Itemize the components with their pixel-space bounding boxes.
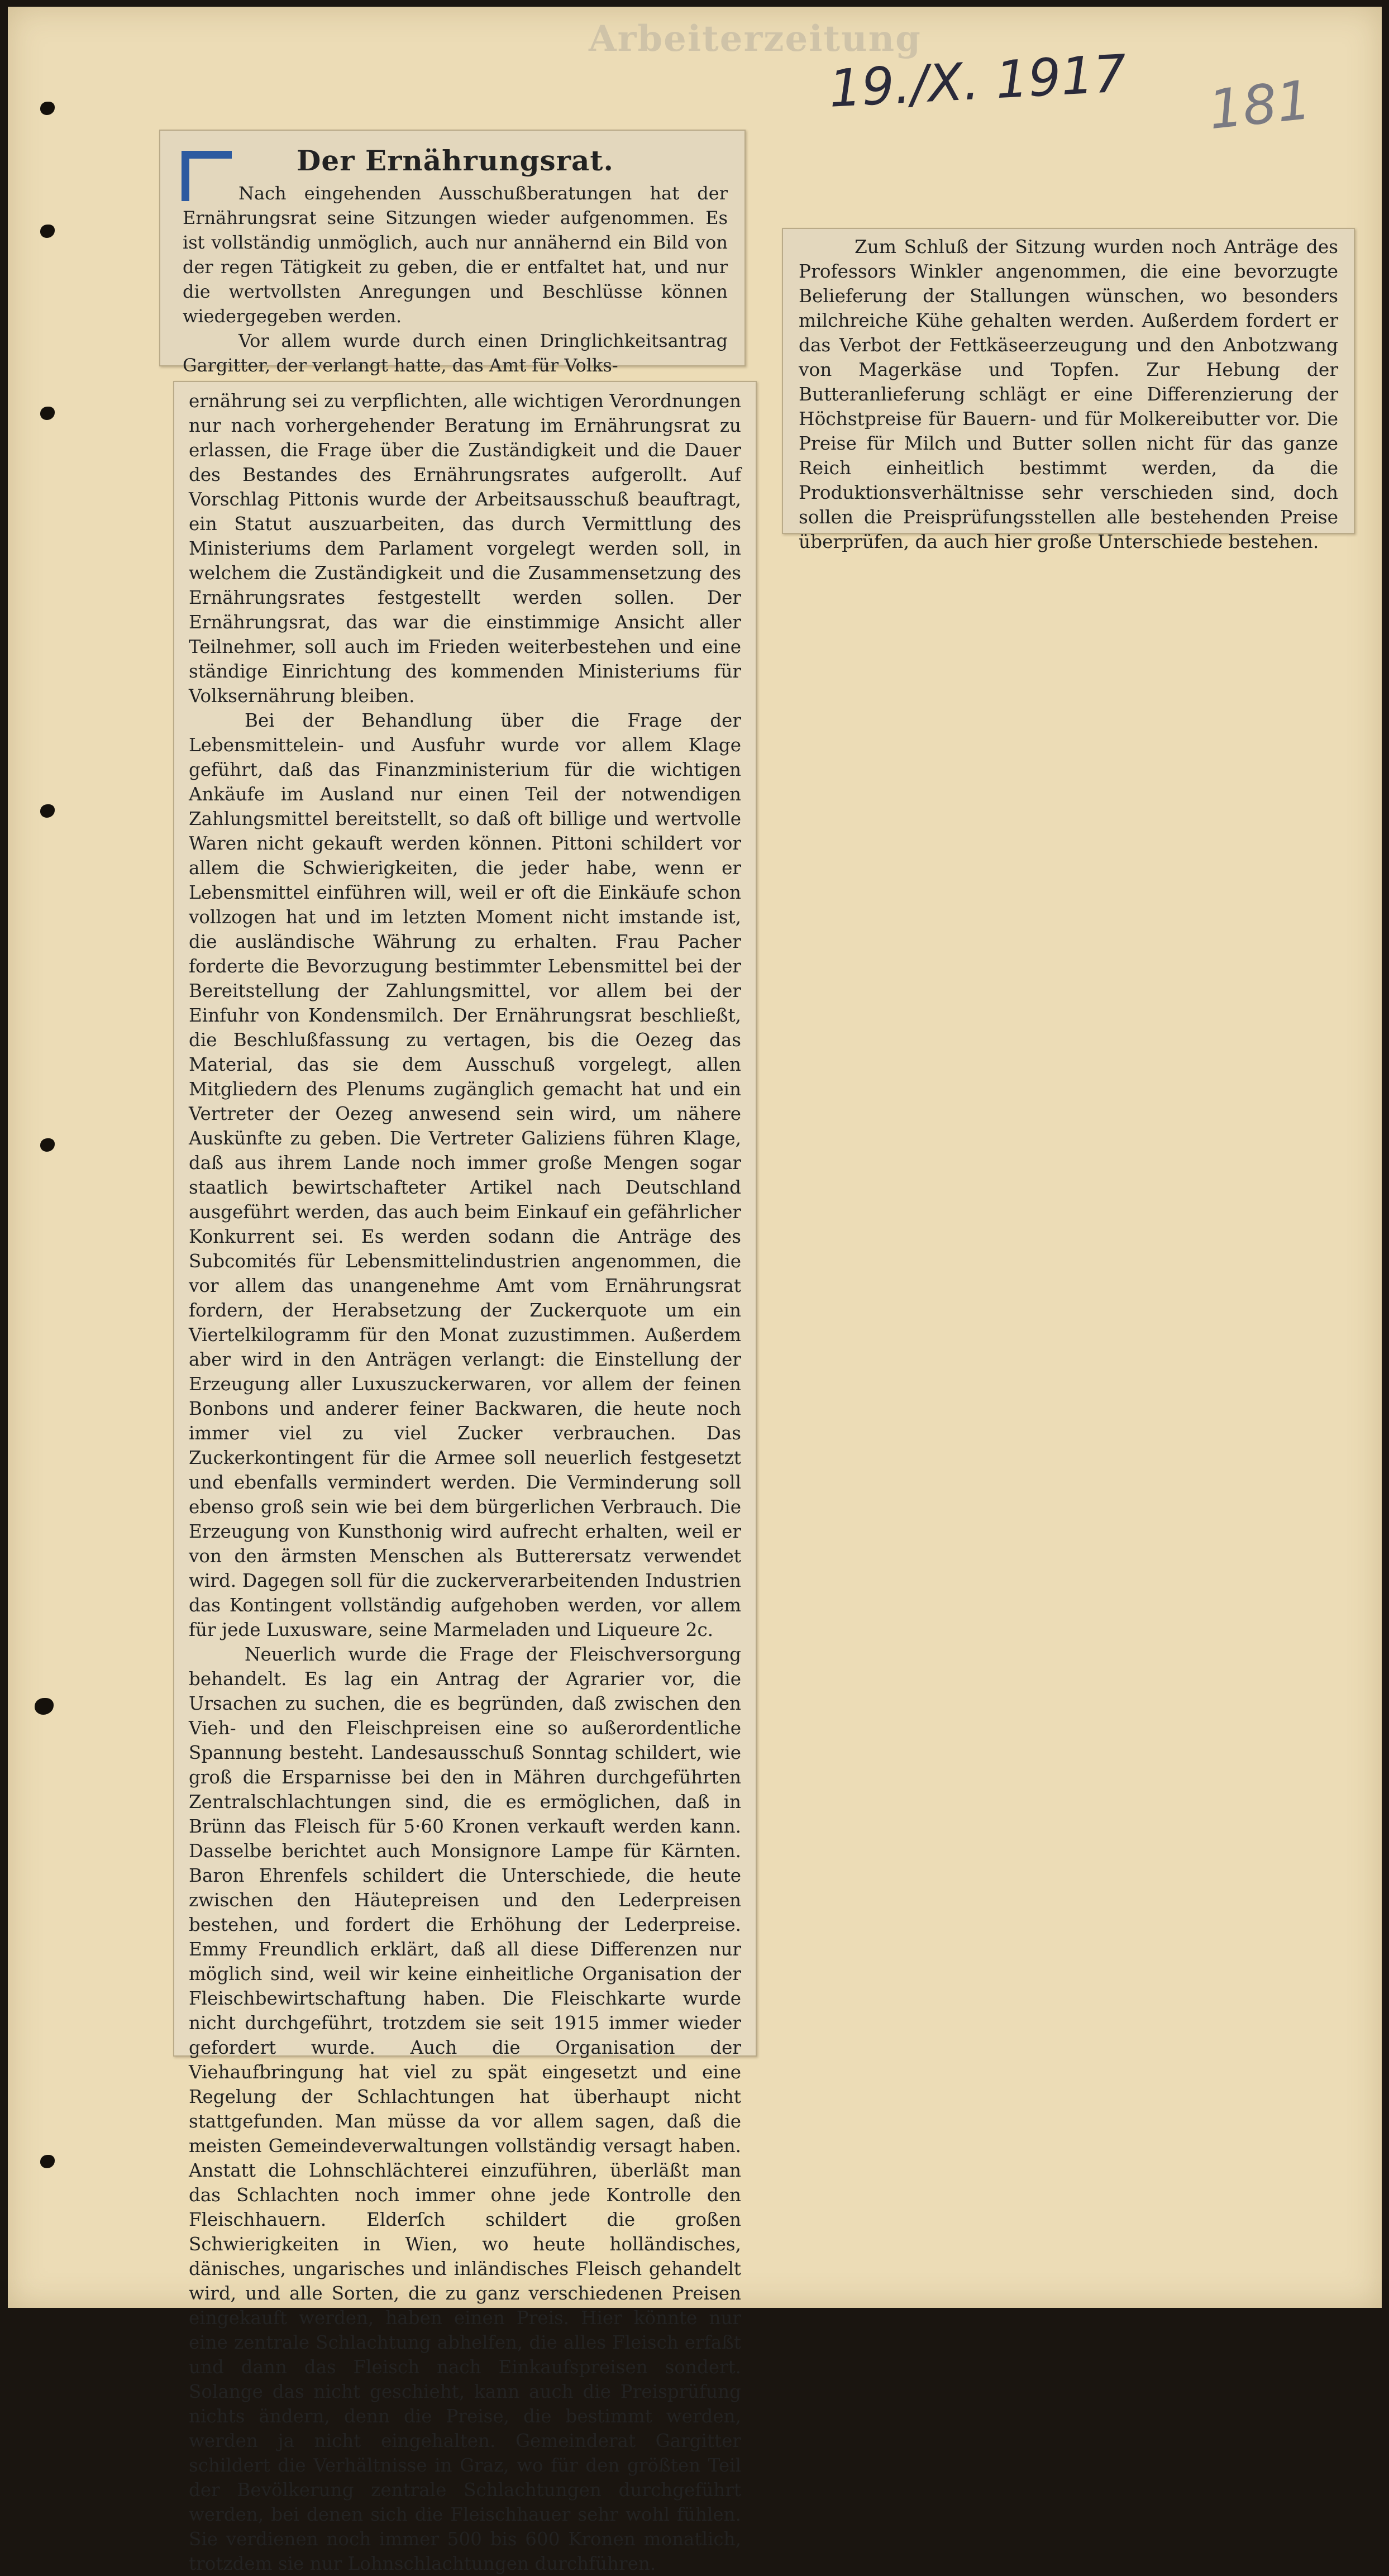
- article-clipping-head: [159, 130, 746, 376]
- article-paragraph: Vor allem wurde durch einen Dringlichkeitsantrag Gargitter, der verlangt hatte, das Amt für Volks-: [183, 330, 728, 376]
- article-paragraph: Nach eingehenden Ausschußberatungen hat der Ernährungsrat seine Sitzungen wieder aufgenommen. Es ist vollständig unmöglich, auch nur annähernd ein Bild von der regen Tätigkeit zu geben, die er entfaltet hat, und nur die wertvollsten Anregungen und Beschlüsse können wiedergegeben werden.: [183, 183, 728, 327]
- article-headline: Der Ernährungsrat.: [297, 144, 614, 177]
- article-paragraph: Zum Schluß der Sitzung wurden noch Anträge des Professors Winkler angenommen, die eine bevorzugte Belieferung der Stallungen wünschen, wo besonders milchreiche Kühe gehalten werden. Außerdem fordert er das Verbot der Fettkäseerzeugung und den Anbotzwang von Magerkäse und Topfen. Zur Hebung der Butteranlieferung schlägt er eine Differenzierung der Höchstpreise für Bauern- und für Molkereibutter vor. Die Preise für Milch und Butter sollen nicht für das ganze Reich einheitlich bestimmt werden, da die Produktionsverhältnisse sehr verschieden sind, doch sollen die Preisprüfungsstellen alle bestehenden Preise überprüfen, da auch hier große Unterschiede bestehen.: [799, 236, 1338, 552]
- blue-pencil-mark: [182, 151, 232, 159]
- handwritten-number: 181: [1205, 68, 1314, 142]
- handwritten-date: 19./X. 1917: [827, 44, 1128, 119]
- article-paragraph: Neuerlich wurde die Frage der Fleischversorgung behandelt. Es lag ein Antrag der Agrarier vor, die Ursachen zu suchen, die es begründen, daß zwischen den Vieh- und den Fleischpreisen eine so außerordentliche Spannung besteht. Landesausschuß Sonntag schildert, wie groß die Ersparnisse bei den in Mähren durchgeführten Zentralschlachtungen sind, die es ermöglichen, daß in Brünn das Fleisch für 5·60 Kronen verkauft werden kann. Dasselbe berichtet auch Monsignore Lampe für Kärnten. Baron Ehrenfels schildert die Unterschiede, die heute zwischen den Häutepreisen und den Lederpreisen bestehen, und fordert die Erhöhung der Lederpreise. Emmy Freundlich erklärt, daß all diese Differenzen nur möglich sind, weil wir keine einheitliche Organisation der Fleischbewirtschaftung haben. Die Fleischkarte wurde nicht durchgeführt, trotzdem sie seit 1915 immer wieder gefordert wurde. Auch die Organisation der Viehaufbringung hat viel zu spät eingesetzt und eine Regelung der Schlachtungen hat überhaupt nicht stattgefunden. Man müsse da vor allem sagen, daß die meisten Gemeindeverwaltungen vollständig versagt haben. Anstatt die Lohnschlächterei einzuführen, überläßt man das Schlachten noch immer ohne jede Kontrolle den Fleischhauern. Elderſch schildert die großen Schwierigkeiten in Wien, wo heute holländisches, dänisches, ungarisches und inländisches Fleisch gehandelt wird, und alle Sorten, die zu ganz verschiedenen Preisen eingekauft werden, haben einen Preis. Hier könnte nur eine zentrale Schlachtung abhelfen, die alles Fleisch erfaßt und dann das Fleisch nach Einkaufspreisen sondert. Solange das nicht geschieht, kann auch die Preisprüfung nichts ändern, denn die Preise, die bestimmt werden, werden ja nicht eingehalten. Gemeinderat Gargitter schildert die Verhältnisse in Graz, wo für den größten Teil der Bevölkerung zentrale Schlachtungen durchgeführt werden, bei denen sich die Fleischhauer sehr wohl fühlen. Sie verdienen noch immer 500 bis 600 Kronen monatlich, trotzdem sie nur Lohnschlachtungen durchführen.: [189, 1644, 741, 2574]
- article-paragraph: ernährung sei zu verpflichten, alle wichtigen Verordnungen nur nach vorhergehender Beratung im Ernährungsrat zu erlassen, die Frage über die Zuständigkeit und die Dauer des Bestandes des Ernährungsrates aufgerollt. Auf Vorschlag Pittonis wurde der Arbeitsausschuß beauftragt, ein Statut auszuarbeiten, das durch Vermittlung des Ministeriums dem Parlament vorgelegt werden soll, in welchem die Zuständigkeit und die Zusammensetzung des Ernährungsrates festgestellt werden sollen. Der Ernährungsrat, das war die einstimmige Ansicht aller Teilnehmer, soll auch im Frieden weiterbestehen und eine ständige Einrichtung des kommenden Ministeriums für Volksernährung bleiben.: [189, 390, 741, 707]
- article-clipping-body: [173, 381, 757, 2574]
- article-paragraph: Bei der Behandlung über die Frage der Lebensmittelein- und Ausfuhr wurde vor allem Klage geführt, daß das Finanzministerium für die wichtigen Ankäufe im Ausland nur einen Teil der notwendigen Zahlungsmittel bereitstellt, so daß oft billige und wertvolle Waren nicht gekauft werden können. Pittoni schildert vor allem die Schwierigkeiten, die jeder habe, wenn er Lebensmittel einführen will, weil er oft die Einkäufe schon vollzogen hat und im letzten Moment nicht imstande ist, die ausländische Währung zu erhalten. Frau Pacher forderte die Bevorzugung bestimmter Lebensmittel bei der Bereitstellung der Zahlungsmittel, vor allem bei der Einfuhr von Kondensmilch. Der Ernährungsrat beschließt, die Beschlußfassung zu vertagen, bis die Oezeg das Material, das sie dem Ausschuß vorgelegt, allen Mitgliedern des Plenums zugänglich gemacht hat und ein Vertreter der Oezeg anwesend sein wird, um nähere Auskünfte zu geben. Die Vertreter Galiziens führen Klage, daß aus ihrem Lande noch immer große Mengen sogar staatlich bewirtschafteter Artikel nach Deutschland ausgeführt werden, das auch beim Einkauf ein gefährlicher Konkurrent sei. Es werden sodann die Anträge des Subcomités für Lebensmittelindustrien angenommen, die vor allem das unangenehme Amt vom Ernährungsrat fordern, der Herabsetzung der Zuckerquote um ein Viertelkilogramm für den Monat zuzustimmen. Außerdem aber wird in den Anträgen verlangt: die Einstellung der Erzeugung aller Luxuszuckerwaren, vor allem der feinen Bonbons und anderer feiner Backwaren, die heute noch immer viel zu viel Zucker verbrauchen. Das Zuckerkontingent für die Armee soll neuerlich festgesetzt und ebenfalls vermindert werden. Die Verminderung soll ebenso groß sein wie bei dem bürgerlichen Verbrauch. Die Erzeugung von Kunsthonig wird aufrecht erhalten, weil er von den ärmsten Menschen als Butterersatz verwendet wird. Dagegen soll für die zuckerverarbeitenden Industrien das Kontingent vollständig aufgehoben werden, vor allem für jede Luxusware, seine Marmeladen und Liqueure 2c.: [189, 710, 741, 1640]
- article-clipping-end: [782, 228, 1355, 552]
- newspaper-stamp: Arbeiterzeitung: [589, 18, 922, 60]
